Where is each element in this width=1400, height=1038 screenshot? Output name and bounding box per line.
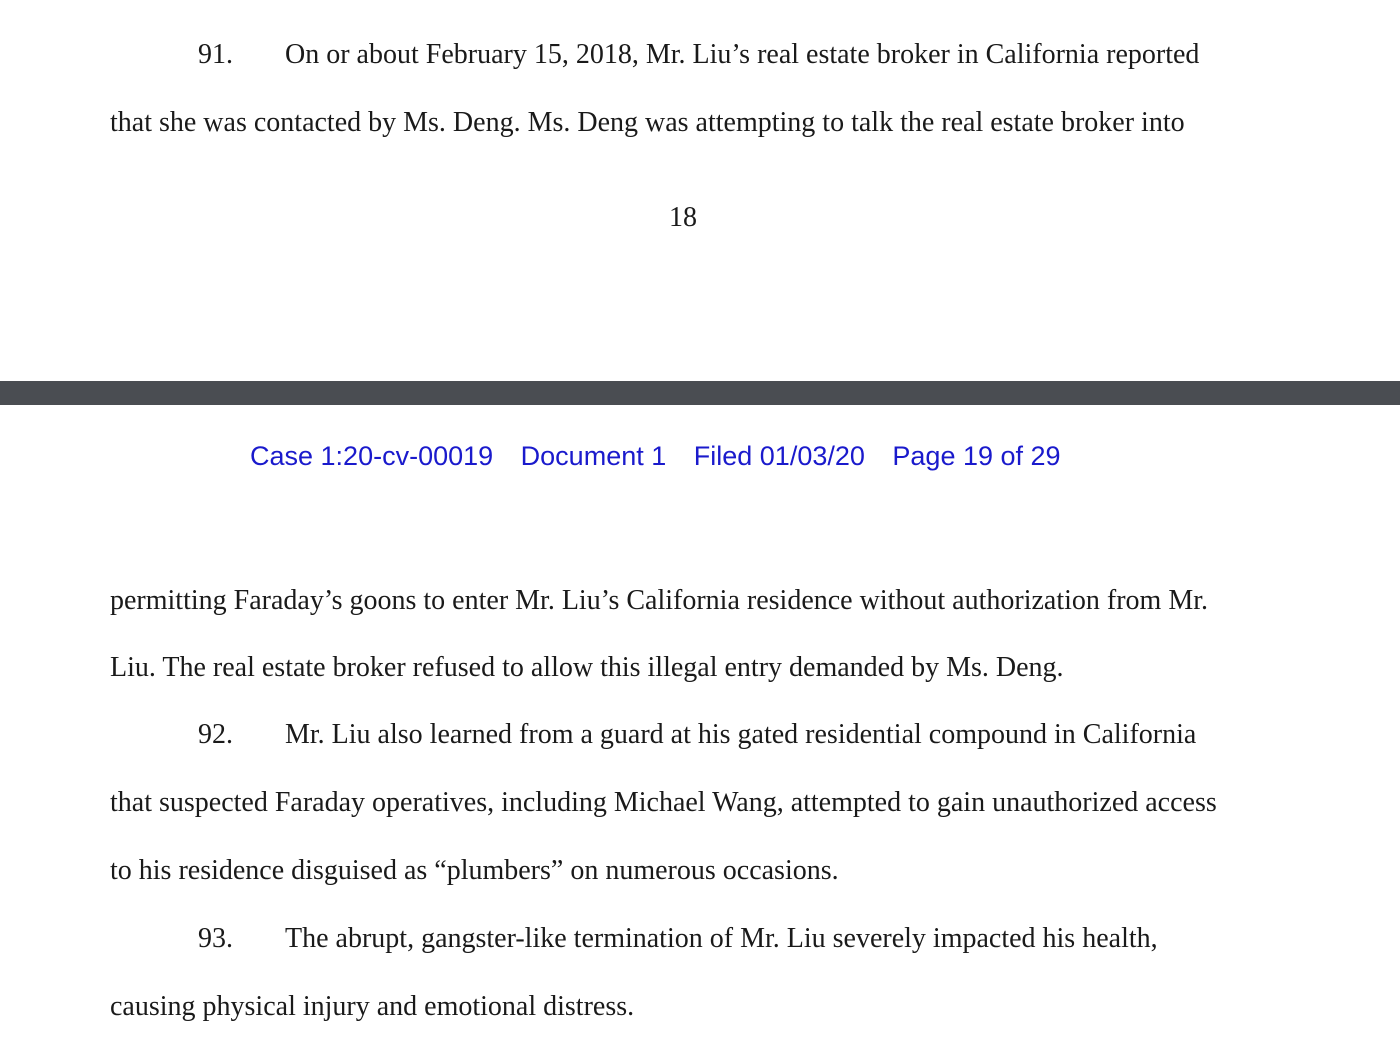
para-92-line-3: to his residence disguised as “plumbers” on numerous occasions. — [110, 855, 839, 886]
para-93-line-1 — [198, 921, 1254, 957]
para-93-line-2: causing physical injury and emotional distress. — [110, 991, 635, 1022]
para-93-text-1: The abrupt, gangster-like termination of Mr. Liu severely impacted his health, — [285, 923, 1158, 954]
para-91-line-1 — [198, 37, 1254, 73]
filed-date: Filed 01/03/20 — [693, 441, 865, 471]
document-number: Document 1 — [520, 441, 667, 471]
page-18 — [0, 0, 1400, 381]
para-92-line-1 — [198, 717, 1254, 753]
para-92-text-1: Mr. Liu also learned from a guard at his gated residential compound in California — [285, 719, 1197, 750]
para-number-92: 92. — [198, 719, 233, 750]
page-indicator: Page 19 of 29 — [892, 441, 1061, 471]
ecf-header — [250, 438, 1081, 474]
para-91-cont-line-1: permitting Faraday’s goons to enter Mr. Liu’s California residence without authorization from Mr. — [110, 585, 1208, 616]
para-91-line-2: that she was contacted by Ms. Deng. Ms. Deng was attempting to talk the real estate broker into — [110, 107, 1185, 138]
para-number-91: 91. — [198, 39, 233, 70]
para-number-93: 93. — [198, 923, 233, 954]
case-number: Case 1:20-cv-00019 — [250, 441, 494, 471]
para-92-line-2: that suspected Faraday operatives, including Michael Wang, attempted to gain unauthorized access — [110, 787, 1217, 818]
page-separator — [0, 381, 1400, 405]
page-number: 18 — [669, 202, 697, 233]
para-91-text-1: On or about February 15, 2018, Mr. Liu’s real estate broker in California reported — [285, 39, 1200, 70]
para-91-cont-line-2: Liu. The real estate broker refused to allow this illegal entry demanded by Ms. Deng. — [110, 652, 1064, 683]
